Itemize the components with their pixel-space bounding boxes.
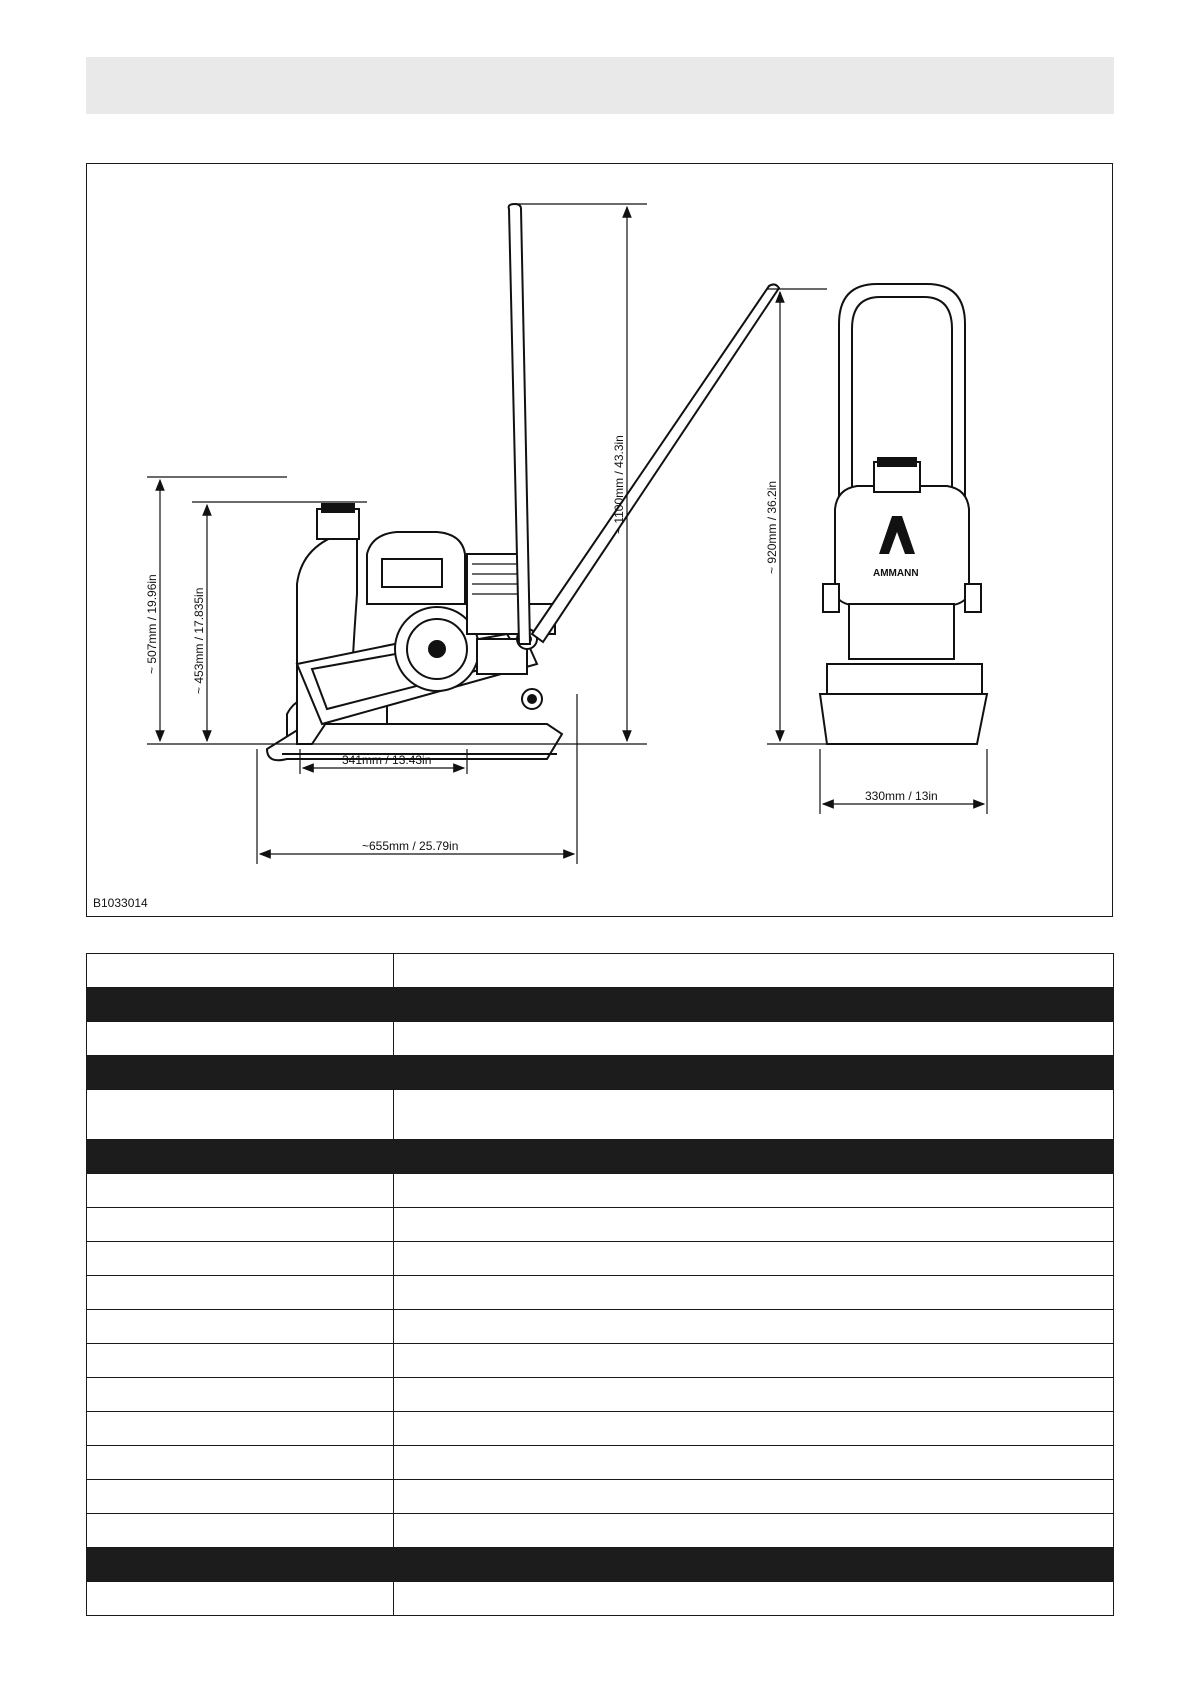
table-row: [87, 1022, 1114, 1056]
dim-plate-width: 330mm / 13in: [865, 789, 938, 803]
spec-label-cell: [87, 1022, 394, 1056]
dim-overall-length: ~655mm / 25.79in: [362, 839, 459, 853]
brand-mark-text: AMMANN: [873, 568, 919, 579]
spec-value-cell: [394, 1208, 1114, 1242]
spec-label-cell: [87, 1276, 394, 1310]
section-header-label: [87, 1140, 1114, 1174]
dim-height-handle-up: ~ 1100mm / 43.3in: [612, 435, 626, 534]
section-header-row: [87, 1056, 1114, 1090]
table-row: [87, 1582, 1114, 1616]
dim-height-engine: ~ 453mm / 17.835in: [192, 587, 206, 694]
machine-drawing-svg: [87, 164, 1112, 916]
section-header-label: [87, 988, 1114, 1022]
figure-id-label: B1033014: [93, 896, 148, 910]
table-row: [87, 1378, 1114, 1412]
spec-value-cell: [394, 1090, 1114, 1140]
table-row: [87, 1090, 1114, 1140]
table-row: [87, 1480, 1114, 1514]
spec-value-cell: [394, 1412, 1114, 1446]
spec-value-cell: [394, 1242, 1114, 1276]
section-header-row: [87, 1548, 1114, 1582]
dim-height-left: ~ 507mm / 19.96in: [145, 574, 159, 674]
spec-value-cell: [394, 1276, 1114, 1310]
header-band: [86, 57, 1114, 114]
spec-value-cell: [394, 954, 1114, 988]
dim-plate-length: 341mm / 13.43in: [342, 753, 432, 767]
section-header-label: [87, 1548, 1114, 1582]
spec-value-cell: [394, 1378, 1114, 1412]
spec-label-cell: [87, 1344, 394, 1378]
spec-value-cell: [394, 1344, 1114, 1378]
spec-label-cell: [87, 1090, 394, 1140]
table-row: [87, 1412, 1114, 1446]
table-row: [87, 1276, 1114, 1310]
table-row: [87, 1446, 1114, 1480]
spec-label-cell: [87, 1582, 394, 1616]
spec-label-cell: [87, 1174, 394, 1208]
table-row: [87, 1242, 1114, 1276]
spec-value-cell: [394, 1514, 1114, 1548]
table-row: [87, 1174, 1114, 1208]
table-row: [87, 1344, 1114, 1378]
spec-label-cell: [87, 1446, 394, 1480]
spec-label-cell: [87, 1208, 394, 1242]
spec-label-cell: [87, 1412, 394, 1446]
spec-value-cell: [394, 1480, 1114, 1514]
spec-label-cell: [87, 1242, 394, 1276]
spec-value-cell: [394, 1582, 1114, 1616]
spec-label-cell: [87, 1514, 394, 1548]
dimension-drawing: [86, 163, 1113, 917]
section-header-label: [87, 1056, 1114, 1090]
side-view: [267, 204, 779, 760]
front-view: [820, 284, 987, 744]
table-row: [87, 1208, 1114, 1242]
spec-label-cell: [87, 954, 394, 988]
spec-label-cell: [87, 1378, 394, 1412]
section-header-row: [87, 1140, 1114, 1174]
table-row: [87, 1310, 1114, 1344]
spec-value-cell: [394, 1446, 1114, 1480]
spec-label-cell: [87, 1480, 394, 1514]
table-row: [87, 954, 1114, 988]
table-row: [87, 1514, 1114, 1548]
spec-value-cell: [394, 1174, 1114, 1208]
spec-value-cell: [394, 1022, 1114, 1056]
section-header-row: [87, 988, 1114, 1022]
spec-table: [86, 953, 1114, 1616]
dim-height-handle-folded: ~ 920mm / 36.2in: [765, 480, 779, 574]
spec-label-cell: [87, 1310, 394, 1344]
spec-value-cell: [394, 1310, 1114, 1344]
